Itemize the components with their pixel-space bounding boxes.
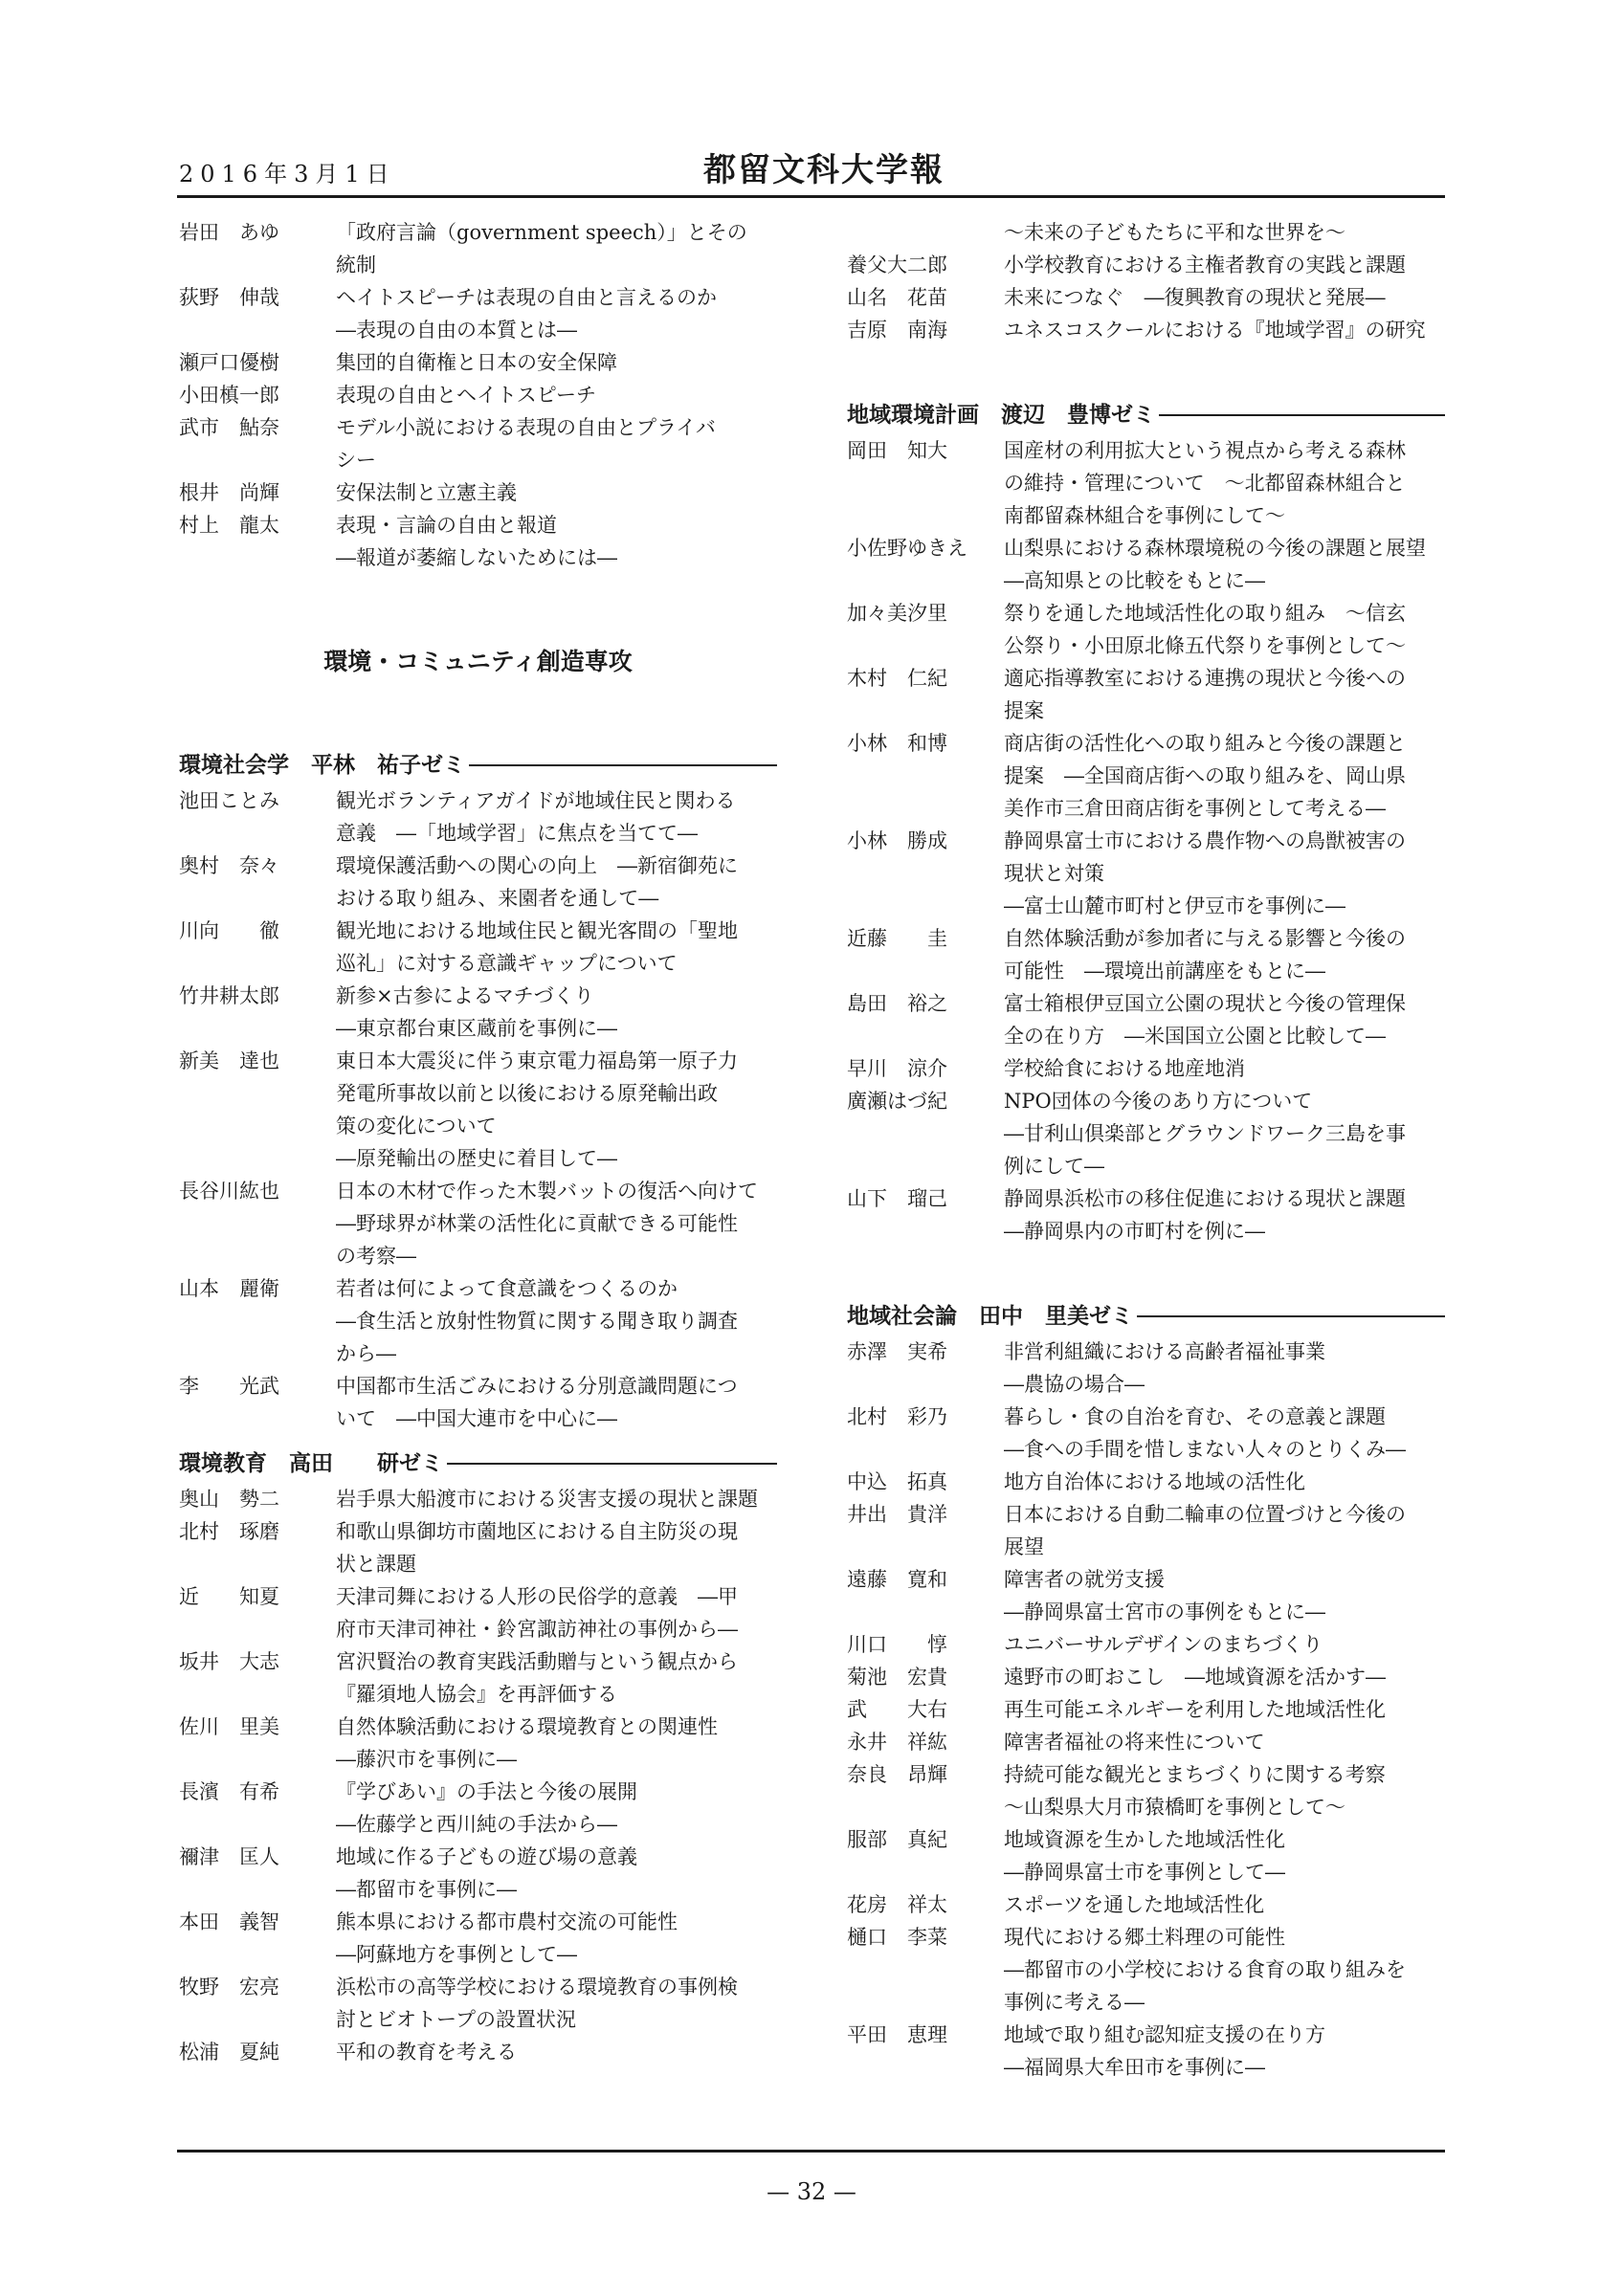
student-name: 服部 真紀 <box>847 1828 947 1851</box>
thesis-title-line: 策の変化について <box>336 1115 497 1137</box>
student-name: 樋口 李菜 <box>847 1926 947 1949</box>
thesis-entry <box>847 1336 1445 1401</box>
student-name: 養父大二郎 <box>847 254 947 276</box>
thesis-title-line: ―食への手間を惜しまない人々のとりくみ― <box>1004 1438 1406 1461</box>
thesis-title <box>1004 314 1445 346</box>
thesis-entry <box>847 662 1445 727</box>
student-name: 島田 裕之 <box>847 992 947 1015</box>
student-name: 廣瀬はづ紀 <box>847 1090 947 1113</box>
thesis-title <box>1004 922 1445 987</box>
thesis-entry <box>179 379 777 411</box>
student-name: 村上 龍太 <box>179 514 279 537</box>
thesis-entry <box>847 987 1445 1052</box>
thesis-title-line: ―静岡県富士宮市の事例をもとに― <box>1004 1601 1325 1623</box>
thesis-title-line: ―都留市を事例に― <box>336 1878 517 1901</box>
thesis-title-line: 状と課題 <box>336 1553 416 1576</box>
thesis-title-line: 再生可能エネルギーを利用した地域活性化 <box>1004 1698 1386 1721</box>
left-column <box>179 216 777 2068</box>
thesis-title-line: 現代における郷土料理の可能性 <box>1004 1926 1285 1949</box>
student-name: 井出 貴洋 <box>847 1503 947 1526</box>
student-name: 武市 鮎奈 <box>179 416 279 439</box>
thesis-title-line: 日本における自動二輪車の位置づけと今後の <box>1004 1503 1406 1526</box>
thesis-title <box>1004 1401 1445 1466</box>
thesis-title-line: 学校給食における地産地消 <box>1004 1057 1245 1080</box>
thesis-entry <box>179 411 777 476</box>
student-name: 近 知夏 <box>179 1585 279 1608</box>
page-header <box>177 144 1445 193</box>
student-name: 根井 尚輝 <box>179 481 279 504</box>
thesis-entry <box>179 1272 777 1370</box>
student-name: 北村 琢磨 <box>179 1520 279 1543</box>
thesis-title-line: 山梨県における森林環境税の今後の課題と展望 <box>1004 537 1426 560</box>
thesis-title-line: 小学校教育における主権者教育の実践と課題 <box>1004 254 1406 276</box>
thesis-title-line: モデル小説における表現の自由とプライバ <box>336 416 716 439</box>
thesis-entry <box>847 1401 1445 1466</box>
right-column <box>847 216 1445 2084</box>
thesis-entry <box>179 1370 777 1435</box>
student-name: 長濱 有希 <box>179 1780 279 1803</box>
thesis-title-line: 天津司舞における人形の民俗学的意義 ―甲 <box>336 1585 738 1608</box>
spacer <box>179 681 777 746</box>
thesis-title-line: 商店街の活性化への取り組みと今後の課題と <box>1004 732 1406 755</box>
thesis-title <box>336 476 777 509</box>
thesis-title-line: 未来につなぐ ―復興教育の現状と発展― <box>1004 286 1386 309</box>
thesis-title-line: 東日本大震災に伴う東京電力福島第一原子力 <box>336 1049 738 1072</box>
student-name: 松浦 夏純 <box>179 2041 279 2064</box>
thesis-entry <box>847 1693 1445 1726</box>
thesis-title-line: 「政府言論（government speech）」とその <box>336 221 747 244</box>
thesis-title-line: 障害者の就労支援 <box>1004 1568 1165 1591</box>
thesis-title <box>1004 216 1445 249</box>
thesis-entry <box>847 314 1445 346</box>
student-name: 花房 祥太 <box>847 1893 947 1916</box>
student-name: 岡田 知大 <box>847 439 947 462</box>
thesis-title-line: 地域で取り組む認知症支援の在り方 <box>1004 2023 1325 2046</box>
thesis-entry <box>179 1711 777 1776</box>
student-name: 李 光武 <box>179 1375 279 1398</box>
thesis-title-line: ―静岡県内の市町村を例に― <box>1004 1220 1265 1243</box>
thesis-entry <box>847 1466 1445 1498</box>
thesis-title-line: シー <box>336 449 376 472</box>
thesis-title <box>1004 434 1445 532</box>
thesis-title-line: 日本の木材で作った木製バットの復活へ向けて <box>336 1180 758 1203</box>
thesis-title-line: 事例に考える― <box>1004 1991 1145 2014</box>
left-continued-list <box>179 216 777 574</box>
thesis-title-line: ―福岡県大牟田市を事例に― <box>1004 2056 1265 2079</box>
thesis-title <box>1004 1693 1445 1726</box>
thesis-entry <box>847 1182 1445 1247</box>
thesis-entry <box>179 1841 777 1906</box>
thesis-title <box>336 1580 777 1645</box>
group-heading-rule <box>447 1463 777 1465</box>
thesis-entry <box>847 1052 1445 1085</box>
thesis-title-line: ―野球界が林業の活性化に貢献できる可能性 <box>336 1212 738 1235</box>
thesis-entry <box>179 346 777 379</box>
thesis-title-line: 富士箱根伊豆国立公園の現状と今後の管理保 <box>1004 992 1406 1015</box>
thesis-title <box>1004 249 1445 281</box>
thesis-title-line: 非営利組織における高齢者福祉事業 <box>1004 1340 1325 1363</box>
thesis-title-line: 地方自治体における地域の活性化 <box>1004 1470 1305 1493</box>
header-date: 2016年3月1日 <box>179 161 396 188</box>
thesis-entry <box>847 825 1445 922</box>
group-heading-rule <box>469 764 777 766</box>
thesis-title <box>336 379 777 411</box>
thesis-title <box>1004 532 1445 597</box>
student-name: 加々美汐里 <box>847 602 947 625</box>
thesis-title-line: 安保法制と立憲主義 <box>336 481 517 504</box>
student-name: 小佐野ゆきえ <box>847 537 967 560</box>
thesis-title-line: 観光ボランティアガイドが地域住民と関わる <box>336 789 736 812</box>
thesis-title-line: 浜松市の高等学校における環境教育の事例検 <box>336 1976 738 1998</box>
thesis-entry <box>847 1498 1445 1563</box>
thesis-title-line: 静岡県浜松市の移住促進における現状と課題 <box>1004 1187 1406 1210</box>
group-heading-rule <box>1159 414 1445 416</box>
student-name: 小林 勝成 <box>847 829 947 852</box>
thesis-title-line: 展望 <box>1004 1535 1044 1558</box>
student-name: 小田槙一郎 <box>179 384 279 407</box>
student-name: 平田 恵理 <box>847 2023 947 2046</box>
thesis-title <box>1004 1182 1445 1247</box>
thesis-title <box>1004 597 1445 662</box>
thesis-title-line: 南都留森林組合を事例にして～ <box>1004 504 1285 527</box>
thesis-title <box>1004 987 1445 1052</box>
thesis-title-line: ―甘利山倶楽部とグラウンドワーク三島を事 <box>1004 1122 1406 1145</box>
student-name: 遠藤 寛和 <box>847 1568 947 1591</box>
student-name: 近藤 圭 <box>847 927 947 950</box>
group-heading-text: 地域環境計画 渡辺 豊博ゼミ <box>847 403 1155 428</box>
thesis-title-line: 例にして― <box>1004 1155 1104 1178</box>
right-continued-list <box>847 216 1445 346</box>
thesis-title <box>336 850 777 915</box>
thesis-entry <box>179 980 777 1045</box>
student-name: 本田 義智 <box>179 1910 279 1933</box>
thesis-title <box>336 1045 777 1175</box>
thesis-title-line: 静岡県富士市における農作物への鳥獣被害の <box>1004 829 1406 852</box>
student-name: 武 大右 <box>847 1698 947 1721</box>
thesis-entry <box>847 2019 1445 2084</box>
thesis-entry <box>179 1515 777 1580</box>
thesis-entry <box>847 281 1445 314</box>
spacer <box>847 1247 1445 1297</box>
student-name: 永井 祥紘 <box>847 1731 947 1754</box>
thesis-title <box>336 509 777 574</box>
thesis-title-line: 集団的自衛権と日本の安全保障 <box>336 351 617 374</box>
thesis-entry <box>179 915 777 980</box>
thesis-entry <box>179 476 777 509</box>
thesis-title-line: ―藤沢市を事例に― <box>336 1748 517 1771</box>
student-name: 早川 涼介 <box>847 1057 947 1080</box>
thesis-entry <box>847 249 1445 281</box>
thesis-title <box>1004 1921 1445 2019</box>
thesis-title-line: ―原発輸出の歴史に着目して― <box>336 1147 617 1170</box>
thesis-title-line: の考察― <box>336 1245 416 1268</box>
group-heading <box>179 1445 777 1483</box>
thesis-title <box>336 1175 777 1272</box>
thesis-title-line: 統制 <box>336 254 376 276</box>
thesis-title-line: ―報道が萎縮しないためには― <box>336 546 617 569</box>
thesis-title <box>1004 1466 1445 1498</box>
thesis-title <box>336 784 777 850</box>
student-name: 木村 仁紀 <box>847 667 947 690</box>
thesis-title-line: ～未来の子どもたちに平和な世界を～ <box>1004 221 1345 244</box>
thesis-title-line: ―農協の場合― <box>1004 1373 1145 1396</box>
thesis-title <box>1004 1888 1445 1921</box>
thesis-title-line: 平和の教育を考える <box>336 2041 517 2064</box>
thesis-entry <box>179 1483 777 1515</box>
thesis-title-line: 地域資源を生かした地域活性化 <box>1004 1828 1285 1851</box>
thesis-title <box>1004 1498 1445 1563</box>
thesis-title-line: 遠野市の町おこし ―地域資源を活かす― <box>1004 1666 1386 1689</box>
thesis-title-line: 美作市三倉田商店街を事例として考える― <box>1004 797 1386 820</box>
thesis-entry <box>179 1175 777 1272</box>
thesis-title-line: 表現・言論の自由と報道 <box>336 514 557 537</box>
thesis-title <box>336 281 777 346</box>
student-name: 奥村 奈々 <box>179 854 279 877</box>
thesis-title <box>1004 1563 1445 1628</box>
thesis-title-line: ―表現の自由の本質とは― <box>336 319 577 342</box>
group-entry-list <box>179 784 777 1435</box>
student-name: 牧野 宏亮 <box>179 1976 279 1998</box>
thesis-title-line: 意義 ―「地域学習」に焦点を当てて― <box>336 822 698 845</box>
page-number: — 32 — <box>767 2178 856 2205</box>
student-name: 中込 拓真 <box>847 1470 947 1493</box>
thesis-title-line: 自然体験活動における環境教育との関連性 <box>336 1715 718 1738</box>
group-entry-list <box>847 434 1445 1247</box>
thesis-title <box>1004 1336 1445 1401</box>
student-name: 新美 達也 <box>179 1049 279 1072</box>
thesis-title-line: ―都留市の小学校における食育の取り組みを <box>1004 1958 1406 1981</box>
thesis-entry <box>179 850 777 915</box>
thesis-entry <box>847 216 1445 249</box>
thesis-entry <box>179 1045 777 1175</box>
thesis-entry <box>847 1823 1445 1888</box>
student-name: 吉原 南海 <box>847 319 947 342</box>
header-title: 都留文科大学報 <box>703 151 945 189</box>
thesis-entry <box>847 1661 1445 1693</box>
thesis-title <box>336 216 777 281</box>
student-name: 佐川 里美 <box>179 1715 279 1738</box>
group-heading <box>179 746 777 784</box>
student-name: 川口 惇 <box>847 1633 947 1656</box>
thesis-entry <box>179 1776 777 1841</box>
thesis-title-line: 障害者福祉の将来性について <box>1004 1731 1265 1754</box>
student-name: 禰津 匡人 <box>179 1845 279 1868</box>
thesis-title-line: いて ―中国大連市を中心に― <box>336 1407 617 1430</box>
spacer <box>179 1435 777 1445</box>
thesis-title-line: から― <box>336 1342 396 1365</box>
thesis-title-line: 宮沢賢治の教育実践活動贈与という観点から <box>336 1650 738 1673</box>
thesis-title-line: 持続可能な観光とまちづくりに関する考察 <box>1004 1763 1386 1786</box>
section-heading: 環境・コミュニティ創造専攻 <box>323 648 633 675</box>
thesis-title-line: 提案 <box>1004 699 1044 722</box>
thesis-entry <box>179 1645 777 1711</box>
thesis-title-line: 発電所事故以前と以後における原発輸出政 <box>336 1082 718 1105</box>
thesis-entry <box>179 1971 777 2036</box>
thesis-entry <box>179 281 777 346</box>
header-rule <box>177 195 1445 198</box>
thesis-entry <box>847 1758 1445 1823</box>
thesis-title-line: 『学びあい』の手法と今後の展開 <box>336 1780 637 1803</box>
thesis-title-line: 和歌山県御坊市薗地区における自主防災の現 <box>336 1520 738 1543</box>
thesis-entry <box>179 1580 777 1645</box>
thesis-entry <box>847 1628 1445 1661</box>
thesis-title <box>336 1776 777 1841</box>
student-name: 長谷川紘也 <box>179 1180 279 1203</box>
thesis-title-line: ―高知県との比較をもとに― <box>1004 569 1265 592</box>
thesis-title <box>336 980 777 1045</box>
thesis-entry <box>179 1906 777 1971</box>
student-name: 奥山 勢二 <box>179 1488 279 1511</box>
thesis-title-line: ―佐藤学と西川純の手法から― <box>336 1813 617 1836</box>
thesis-entry <box>179 509 777 574</box>
student-name: 北村 彩乃 <box>847 1405 947 1428</box>
thesis-title-line: ―阿蘇地方を事例として― <box>336 1943 577 1966</box>
student-name: 山名 花苗 <box>847 286 947 309</box>
thesis-title <box>1004 281 1445 314</box>
thesis-title-line: 岩手県大船渡市における災害支援の現状と課題 <box>336 1488 758 1511</box>
thesis-title <box>336 1971 777 2036</box>
thesis-entry <box>179 784 777 850</box>
thesis-title-line: 新参×古参によるマチづくり <box>336 984 594 1007</box>
thesis-entry <box>847 1563 1445 1628</box>
thesis-title <box>336 1370 777 1435</box>
thesis-title <box>1004 1661 1445 1693</box>
thesis-title <box>336 1711 777 1776</box>
student-name: 赤澤 実希 <box>847 1340 947 1363</box>
thesis-title-line: 『羅須地人協会』を再評価する <box>336 1683 617 1706</box>
thesis-title <box>1004 1726 1445 1758</box>
spacer <box>847 346 1445 396</box>
thesis-title <box>336 1645 777 1711</box>
thesis-title-line: 討とビオトープの設置状況 <box>336 2008 576 2031</box>
thesis-title <box>336 1515 777 1580</box>
thesis-title-line: ―東京都台東区蔵前を事例に― <box>336 1017 617 1040</box>
thesis-title <box>1004 1628 1445 1661</box>
thesis-title-line: 全の在り方 ―米国国立公園と比較して― <box>1004 1025 1386 1048</box>
group-entry-list <box>847 1336 1445 2084</box>
thesis-title-line: 表現の自由とヘイトスピーチ <box>336 384 596 407</box>
thesis-title-line: ―食生活と放射性物質に関する聞き取り調査 <box>336 1310 738 1333</box>
student-name: 池田ことみ <box>179 789 279 812</box>
thesis-entry <box>179 2036 777 2068</box>
student-name: 岩田 あゆ <box>179 221 279 244</box>
thesis-title-line: 中国都市生活ごみにおける分別意識問題につ <box>336 1375 738 1398</box>
thesis-title-line: 暮らし・食の自治を育む、その意義と課題 <box>1004 1405 1386 1428</box>
thesis-title-line: NPO団体の今後のあり方について <box>1004 1090 1313 1113</box>
thesis-title-line: 巡礼」に対する意識ギャップについて <box>336 952 678 975</box>
thesis-title-line: 地域に作る子どもの遊び場の意義 <box>336 1845 637 1868</box>
thesis-title-line: 祭りを通した地域活性化の取り組み ～信玄 <box>1004 602 1406 625</box>
student-name: 竹井耕太郎 <box>179 984 279 1007</box>
thesis-entry <box>847 532 1445 597</box>
thesis-title-line: 適応指導教室における連携の現状と今後への <box>1004 667 1406 690</box>
thesis-title <box>1004 662 1445 727</box>
thesis-title <box>1004 1052 1445 1085</box>
student-name: 奈良 昂輝 <box>847 1763 947 1786</box>
thesis-entry <box>847 1085 1445 1182</box>
group-entry-list <box>179 1483 777 2068</box>
thesis-title <box>336 411 777 476</box>
thesis-title-line: 提案 ―全国商店街への取り組みを、岡山県 <box>1004 764 1406 787</box>
thesis-entry <box>847 727 1445 825</box>
student-name: 小林 和博 <box>847 732 947 755</box>
thesis-title <box>1004 727 1445 825</box>
thesis-title <box>336 2036 777 2068</box>
thesis-title-line: 若者は何によって食意識をつくるのか <box>336 1277 678 1300</box>
thesis-title-line: おける取り組み、来園者を通して― <box>336 887 659 910</box>
thesis-title <box>336 1841 777 1906</box>
student-name: 坂井 大志 <box>179 1650 279 1673</box>
thesis-title-line: 現状と対策 <box>1004 862 1104 885</box>
thesis-title-line: ユネスコスクールにおける『地域学習』の研究 <box>1004 319 1426 342</box>
student-name: 荻野 伸哉 <box>179 286 279 309</box>
thesis-title-line: の維持・管理について ～北都留森林組合と <box>1004 472 1406 495</box>
thesis-title <box>336 1272 777 1370</box>
thesis-entry <box>847 434 1445 532</box>
thesis-title-line: 可能性 ―環境出前講座をもとに― <box>1004 960 1325 982</box>
group-heading-rule <box>1137 1315 1445 1317</box>
thesis-title-line: ―静岡県富士市を事例として― <box>1004 1861 1285 1884</box>
student-name: 菊池 宏貴 <box>847 1666 947 1689</box>
thesis-title <box>1004 1823 1445 1888</box>
thesis-title-line: 熊本県における都市農村交流の可能性 <box>336 1910 678 1933</box>
thesis-title-line: ～山梨県大月市猿橋町を事例として～ <box>1004 1796 1345 1819</box>
thesis-entry <box>847 1888 1445 1921</box>
thesis-entry <box>847 1921 1445 2019</box>
student-name: 山本 麗衛 <box>179 1277 279 1300</box>
student-name: 山下 瑠己 <box>847 1187 947 1210</box>
thesis-entry <box>847 922 1445 987</box>
thesis-entry <box>847 597 1445 662</box>
group-heading <box>847 1297 1445 1336</box>
thesis-title <box>336 1906 777 1971</box>
spacer <box>179 574 777 643</box>
thesis-title-line: 観光地における地域住民と観光客間の「聖地 <box>336 919 738 942</box>
group-heading-text: 環境社会学 平林 祐子ゼミ <box>179 753 465 778</box>
thesis-title <box>336 346 777 379</box>
thesis-title <box>336 1483 777 1515</box>
thesis-title-line: 国産材の利用拡大という視点から考える森林 <box>1004 439 1406 462</box>
group-heading-text: 地域社会論 田中 里美ゼミ <box>847 1304 1133 1329</box>
thesis-title-line: ヘイトスピーチは表現の自由と言えるのか <box>336 286 717 309</box>
thesis-title <box>1004 1085 1445 1182</box>
thesis-entry <box>847 1726 1445 1758</box>
thesis-entry <box>179 216 777 281</box>
student-name: 瀬戸口優樹 <box>179 351 279 374</box>
thesis-title-line: 環境保護活動への関心の向上 ―新宿御苑に <box>336 854 738 877</box>
thesis-title-line: ―富士山麓市町村と伊豆市を事例に― <box>1004 894 1345 917</box>
thesis-title <box>1004 2019 1445 2084</box>
footer-rule <box>177 2150 1445 2152</box>
thesis-title-line: 公祭り・小田原北條五代祭りを事例として～ <box>1004 634 1406 657</box>
thesis-title-line: 自然体験活動が参加者に与える影響と今後の <box>1004 927 1406 950</box>
thesis-title <box>1004 825 1445 922</box>
thesis-title-line: 府市天津司神社・鈴宮諏訪神社の事例から― <box>336 1618 738 1641</box>
thesis-title <box>336 915 777 980</box>
student-name <box>847 216 1004 249</box>
group-heading-text: 環境教育 高田 研ゼミ <box>179 1451 443 1476</box>
thesis-title-line: ユニバーサルデザインのまちづくり <box>1004 1633 1323 1656</box>
thesis-title <box>1004 1758 1445 1823</box>
student-name: 川向 徹 <box>179 919 279 942</box>
group-heading <box>847 396 1445 434</box>
thesis-title-line: スポーツを通した地域活性化 <box>1004 1893 1265 1916</box>
